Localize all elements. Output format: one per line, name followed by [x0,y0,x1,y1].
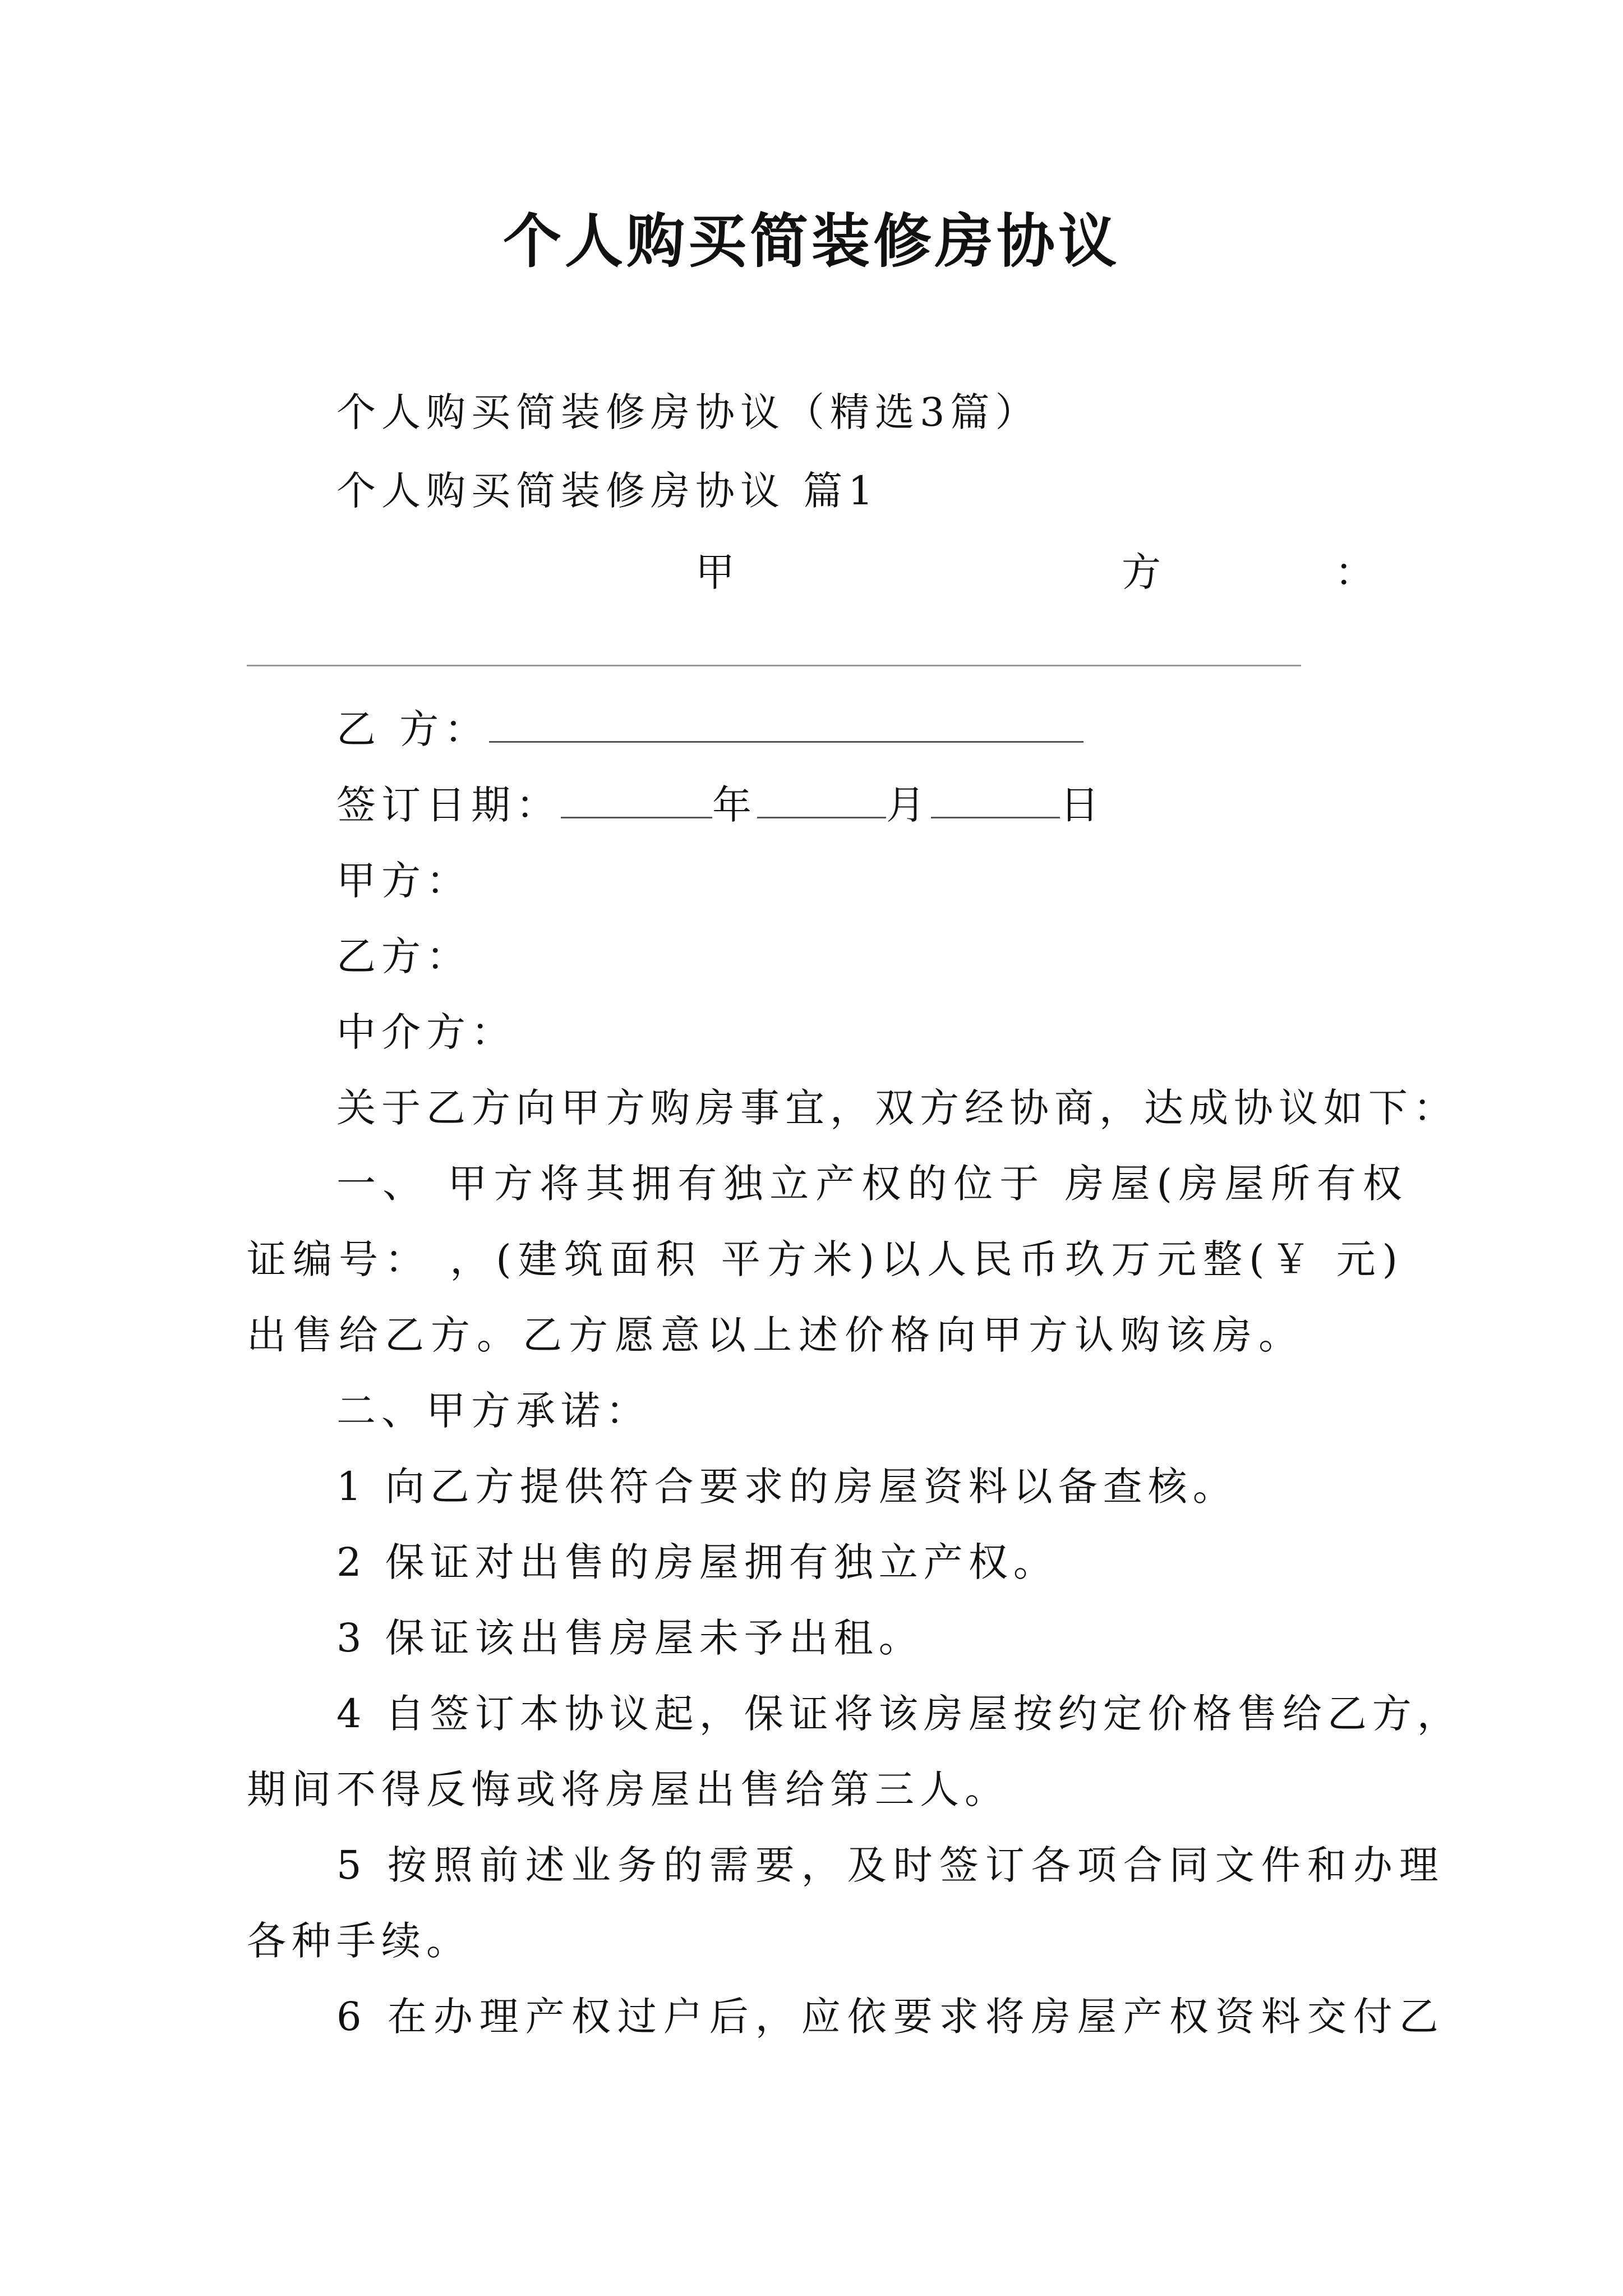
party-a-char-2: 方 [1122,549,1161,595]
clause-1-line-3: 出售给乙方。乙方愿意以上述价格向甲方认购该房。 [247,1312,1304,1358]
section-heading: 个人购买简装修房协议 篇1 [336,468,879,514]
item-6-line-1: 6 在办理产权过户后，应依要求将房屋产权资料交付乙 [336,1994,1445,2040]
year-label: 年 [712,782,757,828]
intro-paragraph: 关于乙方向甲方购房事宜，双方经协商，达成协议如下： [336,1085,1458,1131]
party-b-label: 乙 方： [336,706,490,752]
year-blank [561,783,712,818]
party-b-line [336,704,1481,754]
month-label: 月 [886,782,931,828]
agent-label: 中介方： [336,1009,516,1055]
document-title: 个人购买简装修房协议 [502,206,1120,275]
month-blank [757,783,886,818]
item-4-line-2: 期间不得反悔或将房屋出售给第三人。 [247,1766,1009,1812]
item-4-line-1: 4 自签订本协议起，保证将该房屋按约定价格售给乙方， [336,1691,1462,1737]
party-b-blank [489,707,1083,743]
item-3: 3 保证该出售房屋未予出租。 [336,1615,924,1661]
sign-date-label: 签订日期： [336,782,561,828]
party-a-colon: ： [1335,549,1374,595]
item-1: 1 向乙方提供符合要求的房屋资料以备查核。 [336,1464,1238,1510]
document-subtitle: 个人购买简装修房协议（精选3篇） [336,389,1040,435]
item-5-line-1: 5 按照前述业务的需要，及时签订各项合同文件和办理 [336,1842,1445,1888]
item-5-line-2: 各种手续。 [247,1918,471,1964]
clause-2-heading: 二、甲方承诺： [336,1388,651,1434]
party-a-char-1: 甲 [695,549,735,595]
item-2: 2 保证对出售的房屋拥有独立产权。 [336,1539,1058,1585]
party-b-short-label: 乙方： [336,933,471,979]
clause-1-line-2: 证编号： ，(建筑面积 平方米)以人民币玖万元整(￥ 元) [247,1236,1404,1282]
party-a-label: 甲方： [336,858,471,904]
party-a-spaced-line [0,547,1623,597]
day-blank [931,783,1060,818]
party-a-underline [247,665,1301,666]
clause-1-line-1: 一、 甲方将其拥有独立产权的位于 房屋(房屋所有权 [336,1161,1409,1207]
day-label: 日 [1060,782,1105,828]
sign-date-line [336,780,1481,830]
